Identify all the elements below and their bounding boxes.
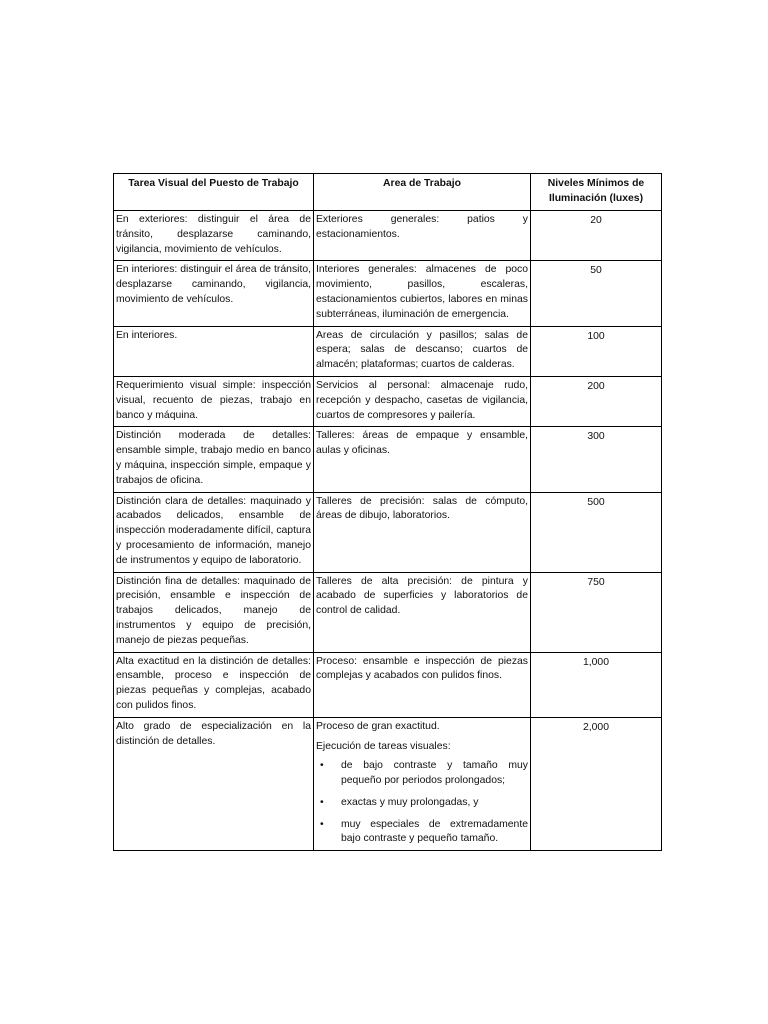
- lux-cell: 500: [531, 492, 662, 572]
- area-line-process: Proceso de gran exactitud.: [316, 720, 440, 732]
- table-row: [114, 376, 662, 426]
- task-cell: En interiores: distinguir el área de tránsito, desplazarse caminando, vigilancia, movimiento de vehículos.: [114, 261, 314, 326]
- bullet-icon: •: [320, 818, 324, 830]
- visual-tasks-list: [316, 759, 528, 847]
- table-header-row: [114, 174, 662, 211]
- lux-cell: 1,000: [531, 652, 662, 717]
- table-row: [114, 211, 662, 261]
- task-cell: Distinción fina de detalles: maquinado de precisión, ensamble e inspección de trabajos delicados, manejo de instrumentos y equipo de precisión, manejo de piezas pequeñas.: [114, 572, 314, 652]
- task-cell: Alto grado de especialización en la distinción de detalles.: [114, 717, 314, 851]
- table-row: [114, 572, 662, 652]
- lux-cell: 2,000: [531, 717, 662, 851]
- list-item: [316, 818, 528, 848]
- area-cell: Talleres: áreas de empaque y ensamble, aulas y oficinas.: [314, 427, 531, 492]
- table-row: [114, 326, 662, 376]
- lux-cell: 300: [531, 427, 662, 492]
- lux-cell: 750: [531, 572, 662, 652]
- task-cell: Distinción clara de detalles: maquinado y acabados delicados, ensamble de inspección moderadamente difícil, captura y procesamiento de información, manejo de instrumentos y equipo de laboratorio.: [114, 492, 314, 572]
- list-item: [316, 796, 528, 811]
- list-item-text: exactas y muy prolongadas, y: [341, 796, 479, 808]
- area-cell: Proceso: ensamble e inspección de piezas complejas y acabados con pulidos finos.: [314, 652, 531, 717]
- list-item-text: muy especiales de extremadamente bajo contraste y pequeño tamaño.: [341, 818, 528, 845]
- table-row: [114, 492, 662, 572]
- table-row-last: [114, 717, 662, 851]
- list-item: [316, 759, 528, 789]
- lux-cell: 200: [531, 376, 662, 426]
- area-cell: Interiores generales: almacenes de poco movimiento, pasillos, escaleras, estacionamientos cubiertos, labores en minas subterráneas, iluminación de emergencia.: [314, 261, 531, 326]
- lux-cell: 100: [531, 326, 662, 376]
- task-cell: En interiores.: [114, 326, 314, 376]
- area-cell: Talleres de precisión: salas de cómputo, áreas de dibujo, laboratorios.: [314, 492, 531, 572]
- area-cell: Exteriores generales: patios y estacionamientos.: [314, 211, 531, 261]
- area-cell: Servicios al personal: almacenaje rudo, recepción y despacho, casetas de vigilancia, cuartos de compresores y pailería.: [314, 376, 531, 426]
- illumination-levels-table: [113, 173, 662, 851]
- area-cell: [314, 717, 531, 851]
- header-area: Area de Trabajo: [314, 174, 531, 211]
- task-cell: En exteriores: distinguir el área de tránsito, desplazarse caminando, vigilancia, movimiento de vehículos.: [114, 211, 314, 261]
- area-line-tasks: Ejecución de tareas visuales:: [316, 740, 451, 752]
- table-row: [114, 261, 662, 326]
- list-item-text: de bajo contraste y tamaño muy pequeño por periodos prolongados;: [341, 760, 528, 787]
- area-cell: Areas de circulación y pasillos; salas de espera; salas de descanso; cuartos de almacén; plataformas; cuartos de calderas.: [314, 326, 531, 376]
- table-row: [114, 652, 662, 717]
- bullet-icon: •: [320, 760, 324, 772]
- lux-cell: 50: [531, 261, 662, 326]
- task-cell: Alta exactitud en la distinción de detalles: ensamble, proceso e inspección de piezas pequeñas y complejas, acabado con pulidos finos.: [114, 652, 314, 717]
- task-cell: Distinción moderada de detalles: ensamble simple, trabajo medio en banco y máquina, inspección simple, empaque y trabajos de oficina.: [114, 427, 314, 492]
- lux-cell: 20: [531, 211, 662, 261]
- table-row: [114, 427, 662, 492]
- area-cell: Talleres de alta precisión: de pintura y acabado de superficies y laboratorios de control de calidad.: [314, 572, 531, 652]
- bullet-icon: •: [320, 796, 324, 808]
- task-cell: Requerimiento visual simple: inspección visual, recuento de piezas, trabajo en banco y máquina.: [114, 376, 314, 426]
- header-task: Tarea Visual del Puesto de Trabajo: [114, 174, 314, 211]
- header-lux: Niveles Mínimos de Iluminación (luxes): [531, 174, 662, 211]
